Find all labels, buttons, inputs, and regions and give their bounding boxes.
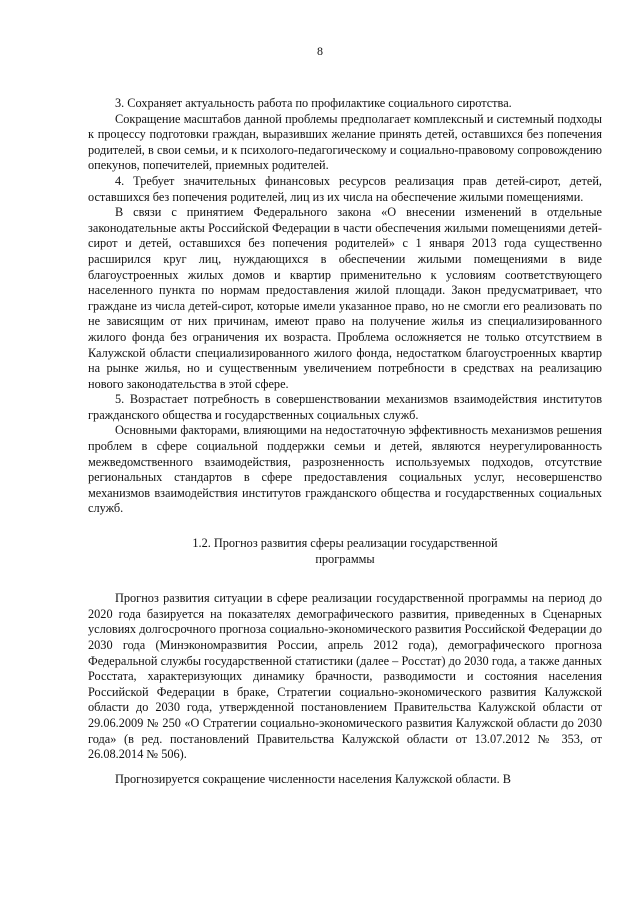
paragraph: Сокращение масштабов данной проблемы предполагает комплексный и системный подходы к процессу подготовки граждан, выразивших желание принять детей, оставшихся без попечения родителей, в свои семьи, и к психолого-педагогическому и социально-правовому сопровождению опекунов, попечителей, приемных родителей. — [88, 111, 602, 173]
paragraph: Прогноз развития ситуации в сфере реализации государственной программы на период до 2020 года базируется на показателях демографического развития, приведенных в Сценарных условиях долгосрочного прогноза социально-экономического развития Российской Федерации до 2030 года (Минэкономразвития России, апрель 2012 года), демографического прогноза Федеральной службы государственной статистики (далее – Росстат) до 2030 года, а также данных Росстата, характеризующих динамику брачности, разводимости и состояния населения Российской Федерации в браке, Стратегии социально-экономического развития Калужской области до 2030 года, утвержденной постановлением Правительства Калужской области от 29.06.2009 № 250 «О Стратегии социально-экономического развития Калужской области до 2030 года» (в ред. постановлений Правительства Калужской области от 13.07.2012 № 353, от 26.08.2014 № 506). — [88, 591, 602, 762]
paragraph: В связи с принятием Федерального закона «О внесении изменений в отдельные законодательные акты Российской Федерации в части обеспечения жилыми помещениями детей-сирот и детей, оставшихся без попечения родителей» с 1 января 2013 года существенно расширился круг лиц, нуждающихся в обеспечении жилыми помещениями в виде благоустроенных жилых домов и квартир применительно к условиям соответствующего населенного пункта по нормам предоставления жилой площади. Закон предусматривает, что граждане из числа детей-сирот, которые имели указанное право, но не смогли его реализовать по не зависящим от них причинам, имеют право на получение жилья из специализированного жилого фонда без ограничения их возраста. Проблема осложняется не только отсутствием в Калужской области специализированного жилого фонда, недостатком благоустроенных квартир на рынке жилья, но и существенным увеличением потребности в средствах на реализацию нового законодательства в этой сфере. — [88, 205, 602, 391]
paragraph: Прогнозируется сокращение численности населения Калужской области. В — [115, 771, 511, 786]
section-heading-line-1: 1.2. Прогноз развития сферы реализации государственной — [192, 536, 498, 551]
paragraph: Основными факторами, влияющими на недостаточную эффективность механизмов решения проблем в сфере социальной поддержки семьи и детей, являются неурегулированность межведомственного взаимодействия, разрозненность используемых подходов, отсутствие региональных стандартов в сфере предоставления социальных услуг, несовершенство механизмов взаимодействия институтов гражданского общества и государственных социальных служб. — [88, 423, 602, 516]
section-heading — [88, 536, 602, 567]
page-content — [88, 96, 602, 787]
paragraph: 5. Возрастает потребность в совершенствовании механизмов взаимодействия институтов гражданского общества и государственных социальных служб. — [88, 392, 602, 422]
page-number: 8 — [317, 44, 323, 58]
paragraph: 4. Требует значительных финансовых ресурсов реализация прав детей-сирот, детей, оставшихся без попечения родителей, лиц из их числа на обеспечение жилыми помещениями. — [88, 173, 602, 204]
section-heading-line-2: программы — [315, 551, 375, 566]
paragraph: 3. Сохраняет актуальность работа по профилактике социального сиротства. — [115, 96, 512, 110]
